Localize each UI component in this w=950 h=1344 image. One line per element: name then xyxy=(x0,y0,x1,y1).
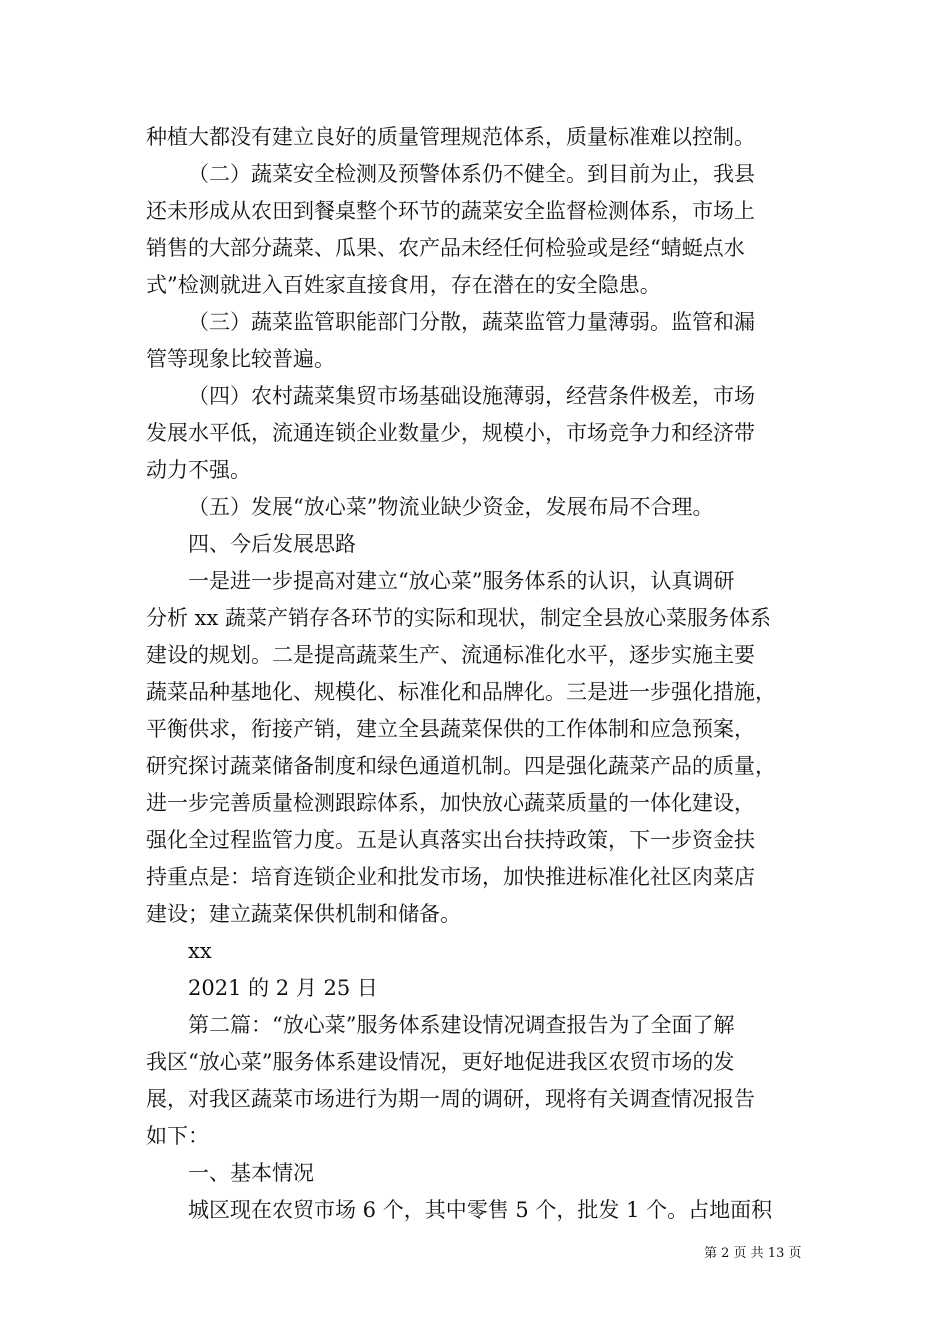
text-line: 式”检测就进入百姓家直接食用，存在潜在的安全隐患。 xyxy=(146,273,661,297)
text-line: 管等现象比较普遍。 xyxy=(146,347,335,371)
text-line: 平衡供求，衔接产销，建立全县蔬菜保供的工作体制和应急预案， xyxy=(146,717,755,741)
text-line: 研究探讨蔬菜储备制度和绿色通道机制。四是强化蔬菜产品的质量， xyxy=(146,754,776,778)
text-line: 种植大都没有建立良好的质量管理规范体系，质量标准难以控制。 xyxy=(146,125,755,149)
text-line: 销售的大部分蔬菜、瓜果、农产品未经任何检验或是经“蜻蜓点水 xyxy=(146,236,745,260)
text-line: 还未形成从农田到餐桌整个环节的蔬菜安全监督检测体系，市场上 xyxy=(146,199,755,223)
text-line: 发展水平低，流通连锁企业数量少，规模小，市场竞争力和经济带 xyxy=(146,421,755,445)
text-line: 建设的规划。二是提高蔬菜生产、流通标准化水平，逐步实施主要 xyxy=(146,643,755,667)
text-line: 第二篇：“放心菜”服务体系建设情况调查报告为了全面了解 xyxy=(188,1013,735,1037)
text-line: （四）农村蔬菜集贸市场基础设施薄弱，经营条件极差，市场 xyxy=(188,384,755,408)
text-line: 如下： xyxy=(146,1124,209,1148)
page-number: 第 2 页 共 13 页 xyxy=(704,1246,802,1261)
signature-date: 2021 的 2 月 25 日 xyxy=(188,976,378,1000)
text-line: （二）蔬菜安全检测及预警体系仍不健全。到目前为止，我县 xyxy=(188,162,755,186)
text-line: （五）发展“放心菜”物流业缺少资金，发展布局不合理。 xyxy=(188,495,714,519)
text-line: 展，对我区蔬菜市场进行为期一周的调研，现将有关调查情况报告 xyxy=(146,1087,755,1111)
section-heading: 一、基本情况 xyxy=(188,1161,314,1185)
text-line: 持重点是：培育连锁企业和批发市场，加快推进标准化社区肉菜店 xyxy=(146,865,755,889)
signature-name: xx xyxy=(188,939,212,963)
text-line: （三）蔬菜监管职能部门分散，蔬菜监管力量薄弱。监管和漏 xyxy=(188,310,755,334)
text-line: 动力不强。 xyxy=(146,458,251,482)
text-line: 我区“放心菜”服务体系建设情况，更好地促进我区农贸市场的发 xyxy=(146,1050,735,1074)
text-line: 建设；建立蔬菜保供机制和储备。 xyxy=(146,902,461,926)
text-line: 强化全过程监管力度。五是认真落实出台扶持政策，下一步资金扶 xyxy=(146,828,755,852)
section-heading: 四、今后发展思路 xyxy=(188,532,356,556)
text-line: 进一步完善质量检测跟踪体系，加快放心蔬菜质量的一体化建设， xyxy=(146,791,755,815)
text-line: 一是进一步提高对建立“放心菜”服务体系的认识，认真调研 xyxy=(188,569,735,593)
text-line: 城区现在农贸市场 6 个，其中零售 5 个，批发 1 个。占地面积 xyxy=(188,1198,773,1222)
text-line: 分析 xx 蔬菜产销存各环节的实际和现状，制定全县放心菜服务体系 xyxy=(146,606,772,630)
text-line: 蔬菜品种基地化、规模化、标准化和品牌化。三是进一步强化措施， xyxy=(146,680,776,704)
